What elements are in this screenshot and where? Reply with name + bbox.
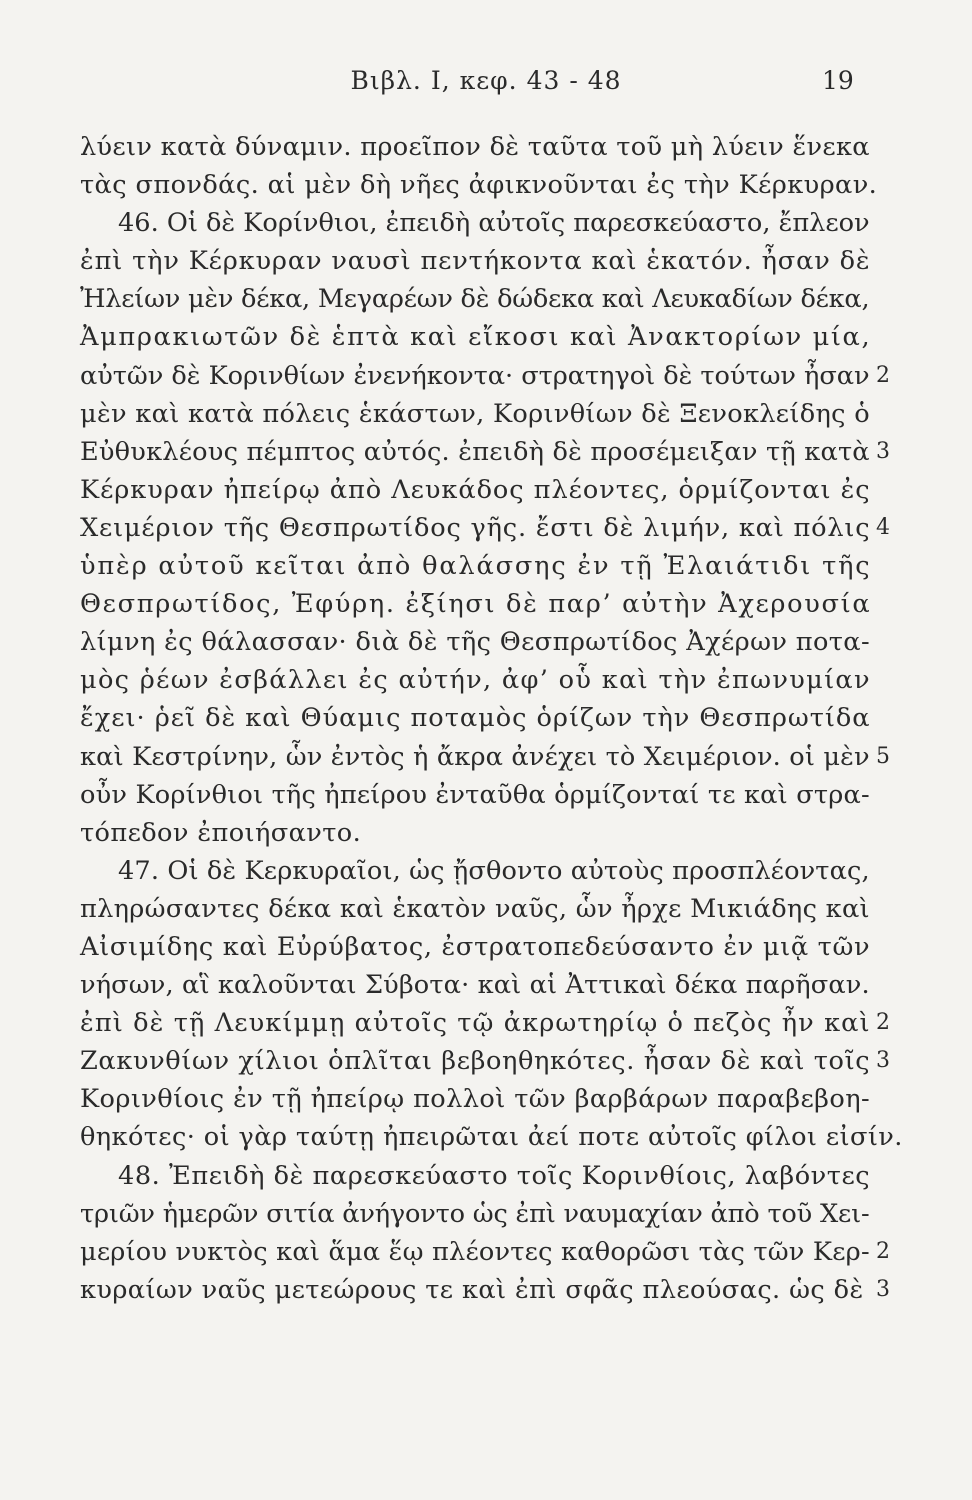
- text-line: Ἀμπρακιωτῶν δὲ ἑπτὰ καὶ εἴκοσι καὶ Ἀνακτορίων μία,: [80, 322, 872, 353]
- margin-number: 3: [876, 1277, 890, 1302]
- text-line: Εὐθυκλέους πέμπτος αὐτός. ἐπειδὴ δὲ προσέμειξαν τῇ κατὰ: [80, 436, 870, 467]
- margin-number: 3: [876, 1048, 890, 1074]
- text-line: Χειμέριον τῆς Θεσπρωτίδος γῆς. ἔστι δὲ λιμήν, καὶ πόλις: [80, 512, 871, 543]
- text-line: αὐτῶν δὲ Κορινθίων ἐνενήκοντα· στρατηγοὶ δὲ τούτων ἦσαν: [80, 360, 870, 391]
- text-line: μὸς ῥέων ἐσβάλλει ἐς αὐτήν, ἀφ’ οὗ καὶ τὴν ἐπωνυμίαν: [80, 665, 871, 696]
- text-line: τὰς σπονδάς. αἱ μὲν δὴ νῆες ἀφικνοῦνται ἐς τὴν Κέρκυραν.: [80, 170, 878, 201]
- text-line: 46. Οἱ δὲ Κορίνθιοι, ἐπειδὴ αὐτοῖς παρεσκεύαστο, ἔπλεον: [118, 208, 870, 239]
- running-header: Βιβλ. Ι, κεφ. 43 - 48: [350, 66, 622, 95]
- margin-number: 4: [876, 515, 890, 540]
- text-line: Αἰσιμίδης καὶ Εὐρύβατος, ἐστρατοπεδεύσαντο ἐν μιᾷ τῶν: [80, 931, 871, 962]
- text-line: λίμνη ἐς θάλασσαν· διὰ δὲ τῆς Θεσπρωτίδος Ἀχέρων ποτα-: [80, 627, 870, 658]
- text-line: θηκότες· οἱ γὰρ ταύτῃ ἠπειρῶται ἀεί ποτε αὐτοῖς φίλοι εἰσίν.: [80, 1122, 903, 1153]
- text-line: ἐπὶ δὲ τῇ Λευκίμμῃ αὐτοῖς τῷ ἀκρωτηρίῳ ὁ πεζὸς ἦν καὶ: [80, 1008, 871, 1039]
- text-line: καὶ Κεστρίνην, ὧν ἐντὸς ἡ ἄκρα ἀνέχει τὸ Χειμέριον. οἱ μὲν: [80, 741, 870, 772]
- text-line: 47. Οἱ δὲ Κερκυραῖοι, ὡς ᾔσθοντο αὐτοὺς προσπλέοντας,: [118, 855, 870, 886]
- margin-number: 3: [876, 438, 890, 464]
- text-line: Κορινθίοις ἐν τῇ ἠπείρῳ πολλοὶ τῶν βαρβάρων παραβεβοη-: [80, 1084, 871, 1115]
- text-line: πληρώσαντες δέκα καὶ ἑκατὸν ναῦς, ὧν ἦρχε Μικιάδης καὶ: [80, 893, 870, 924]
- text-line: Θεσπρωτίδος, Ἐφύρη. ἐξίησι δὲ παρ’ αὐτὴν Ἀχερουσία: [80, 589, 872, 620]
- margin-number: 2: [876, 1238, 890, 1264]
- text-line: 48. Ἐπειδὴ δὲ παρεσκεύαστο τοῖς Κορινθίοις, λαβόντες: [118, 1160, 871, 1191]
- text-line: νήσων, αἳ καλοῦνται Σύβοτα· καὶ αἱ Ἀττικαὶ δέκα παρῆσαν.: [80, 970, 870, 1001]
- margin-number: 5: [876, 743, 890, 769]
- text-line: μερίου νυκτὸς καὶ ἅμα ἕῳ πλέοντες καθορῶσι τὰς τῶν Κερ-: [80, 1236, 870, 1267]
- text-line: τόπεδον ἐποιήσαντο.: [80, 817, 362, 848]
- text-line: Ζακυνθίων χίλιοι ὁπλῖται βεβοηθηκότες. ἦσαν δὲ καὶ τοῖς: [80, 1046, 871, 1077]
- text-line: κυραίων ναῦς μετεώρους τε καὶ ἐπὶ σφᾶς πλεούσας. ὡς δὲ: [80, 1274, 864, 1305]
- page-number: 19: [822, 66, 854, 95]
- margin-number: 2: [876, 1010, 890, 1036]
- text-line: Ἠλείων μὲν δέκα, Μεγαρέων δὲ δώδεκα καὶ Λευκαδίων δέκα,: [80, 284, 870, 315]
- text-line: τριῶν ἡμερῶν σιτία ἀνήγοντο ὡς ἐπὶ ναυμαχίαν ἀπὸ τοῦ Χει-: [80, 1198, 870, 1229]
- body-text: [80, 128, 903, 1309]
- text-line: οὖν Κορίνθιοι τῆς ἠπείρου ἐνταῦθα ὁρμίζονταί τε καὶ στρα-: [80, 779, 870, 810]
- text-line: μὲν καὶ κατὰ πόλεις ἑκάστων, Κορινθίων δὲ Ξενοκλείδης ὁ: [80, 398, 870, 429]
- text-line: ὑπὲρ αὐτοῦ κεῖται ἀπὸ θαλάσσης ἐν τῇ Ἐλαιάτιδι τῆς: [80, 551, 872, 582]
- text-line: ἐπὶ τὴν Κέρκυραν ναυσὶ πεντήκοντα καὶ ἑκατόν. ἦσαν δὲ: [80, 246, 871, 277]
- text-line: Κέρκυραν ἠπείρῳ ἀπὸ Λευκάδος πλέοντες, ὁρμίζονται ἐς: [80, 474, 871, 505]
- margin-number: 2: [876, 362, 890, 388]
- text-line: ἔχει· ῥεῖ δὲ καὶ Θύαμις ποταμὸς ὁρίζων τὴν Θεσπρωτίδα: [80, 703, 871, 734]
- text-line: λύειν κατὰ δύναμιν. προεῖπον δὲ ταῦτα τοῦ μὴ λύειν ἕνεκα: [80, 132, 870, 162]
